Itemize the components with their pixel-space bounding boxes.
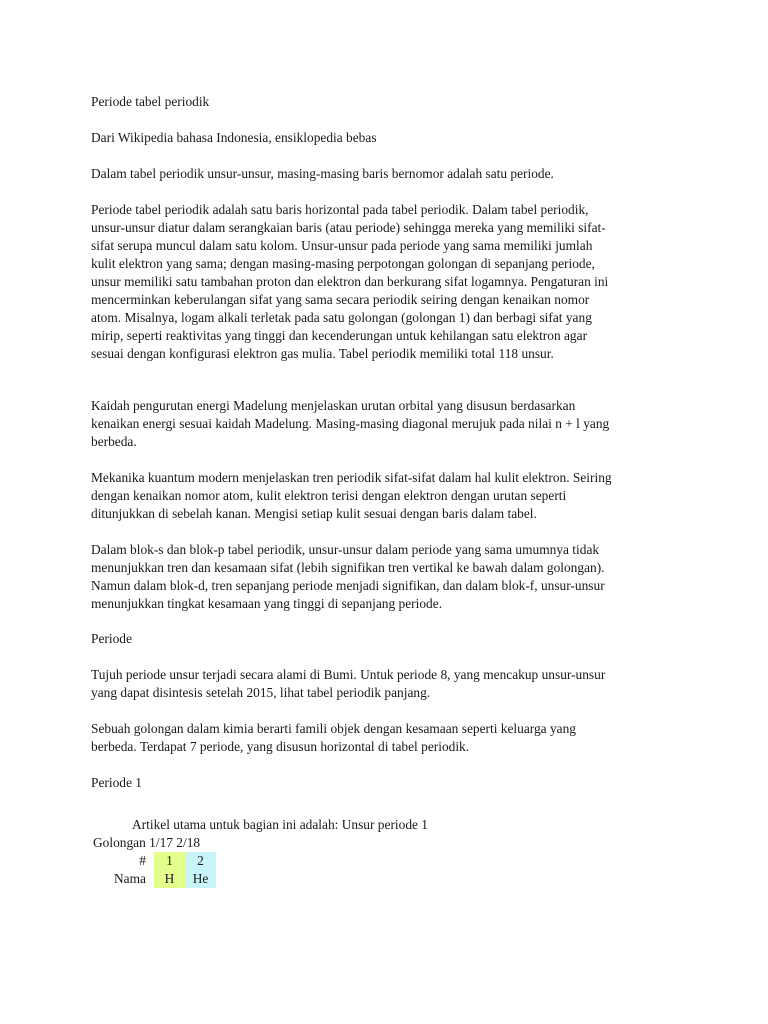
text-line: Periode tabel periodik adalah satu baris horizontal pada tabel periodik. Dalam tabel periodik, bbox=[91, 202, 589, 217]
source-line: Dari Wikipedia bahasa Indonesia, ensiklopedia bebas bbox=[91, 130, 377, 145]
text-line: kenaikan energi sesuai kaidah Madelung. Masing-masing diagonal merujuk pada nilai n + l yang bbox=[91, 416, 610, 431]
table-name-label: Nama bbox=[114, 871, 146, 886]
text-line: yang dapat disintesis setelah 2015, lihat tabel periodik panjang. bbox=[91, 685, 431, 700]
text-line: Dalam blok-s dan blok-p tabel periodik, unsur-unsur dalam periode yang sama umumnya tidak bbox=[91, 542, 600, 557]
table-number-label: # bbox=[139, 853, 146, 868]
element-cell-h-symbol: H bbox=[154, 870, 185, 888]
text-line: mirip, seperti reaktivitas yang tinggi dan kecenderungan untuk kehilangan satu elektron agar bbox=[91, 328, 588, 343]
section-heading-periode: Periode bbox=[91, 631, 132, 646]
text-line: kulit elektron yang sama; dengan masing-masing perpotongan golongan di sepanjang periode, bbox=[91, 256, 595, 271]
text-line: berbeda. Terdapat 7 periode, yang disusun horizontal di tabel periodik. bbox=[91, 739, 470, 754]
text-line: sesuai dengan konfigurasi elektron gas mulia. Tabel periodik memiliki total 118 unsur. bbox=[91, 346, 554, 361]
text-line: berbeda. bbox=[91, 434, 137, 449]
text-line: ditunjukkan di sebelah kanan. Mengisi setiap kulit sesuai dengan baris dalam tabel. bbox=[91, 506, 537, 521]
main-article-note: Artikel utama untuk bagian ini adalah: Unsur periode 1 bbox=[132, 817, 428, 832]
text-line: sifat serupa muncul dalam satu kolom. Unsur-unsur pada periode yang sama memiliki jumlah bbox=[91, 238, 593, 253]
paragraph-definition bbox=[91, 201, 691, 363]
paragraph-quantum bbox=[91, 469, 691, 523]
text-line: Namun dalam blok-d, tren sepanjang periode menjadi signifikan, dan dalam blok-f, unsur-unsur bbox=[91, 578, 605, 593]
section-heading-periode-1: Periode 1 bbox=[91, 775, 142, 790]
text-line: unsur-unsur diatur dalam serangkaian baris (atau periode) sehingga mereka yang memiliki sifat- bbox=[91, 220, 606, 235]
text-line: menunjukkan tingkat kesamaan yang tinggi di sepanjang periode. bbox=[91, 596, 443, 611]
text-line: dengan kenaikan nomor atom, kulit elektron terisi dengan elektron dengan urutan seperti bbox=[91, 488, 567, 503]
paragraph-madelung bbox=[91, 397, 691, 451]
element-cell-he-number: 2 bbox=[185, 852, 216, 870]
text-line: atom. Misalnya, logam alkali terletak pada satu golongan (golongan 1) dan berbagi sifat yang bbox=[91, 310, 592, 325]
text-line: menunjukkan tren dan kesamaan sifat (lebih signifikan tren vertikal ke bawah dalam golongan). bbox=[91, 560, 605, 575]
table-golongan-header: Golongan 1/17 2/18 bbox=[93, 835, 201, 850]
text-line: Kaidah pengurutan energi Madelung menjelaskan urutan orbital yang disusun berdasarkan bbox=[91, 398, 576, 413]
element-cell-h-number: 1 bbox=[154, 852, 185, 870]
element-cell-he-symbol: He bbox=[185, 870, 216, 888]
paragraph-seven-periods bbox=[91, 666, 691, 702]
paragraph-golongan bbox=[91, 720, 691, 756]
intro-paragraph: Dalam tabel periodik unsur-unsur, masing-masing baris bernomor adalah satu periode. bbox=[91, 166, 554, 181]
text-line: Sebuah golongan dalam kimia berarti famili objek dengan kesamaan seperti keluarga yang bbox=[91, 721, 576, 736]
paragraph-blocks bbox=[91, 541, 691, 613]
text-line: mencerminkan keberulangan sifat yang sama secara periodik seiring dengan kenaikan nomor bbox=[91, 292, 590, 307]
text-line: unsur memiliki satu tambahan proton dan elektron dan berkurang sifat logamnya. Pengaturan ini bbox=[91, 274, 609, 289]
text-line: Mekanika kuantum modern menjelaskan tren periodik sifat-sifat dalam hal kulit elektron. Seiring bbox=[91, 470, 612, 485]
page-title: Periode tabel periodik bbox=[91, 94, 210, 109]
text-line: Tujuh periode unsur terjadi secara alami di Bumi. Untuk periode 8, yang mencakup unsur-unsur bbox=[91, 667, 606, 682]
